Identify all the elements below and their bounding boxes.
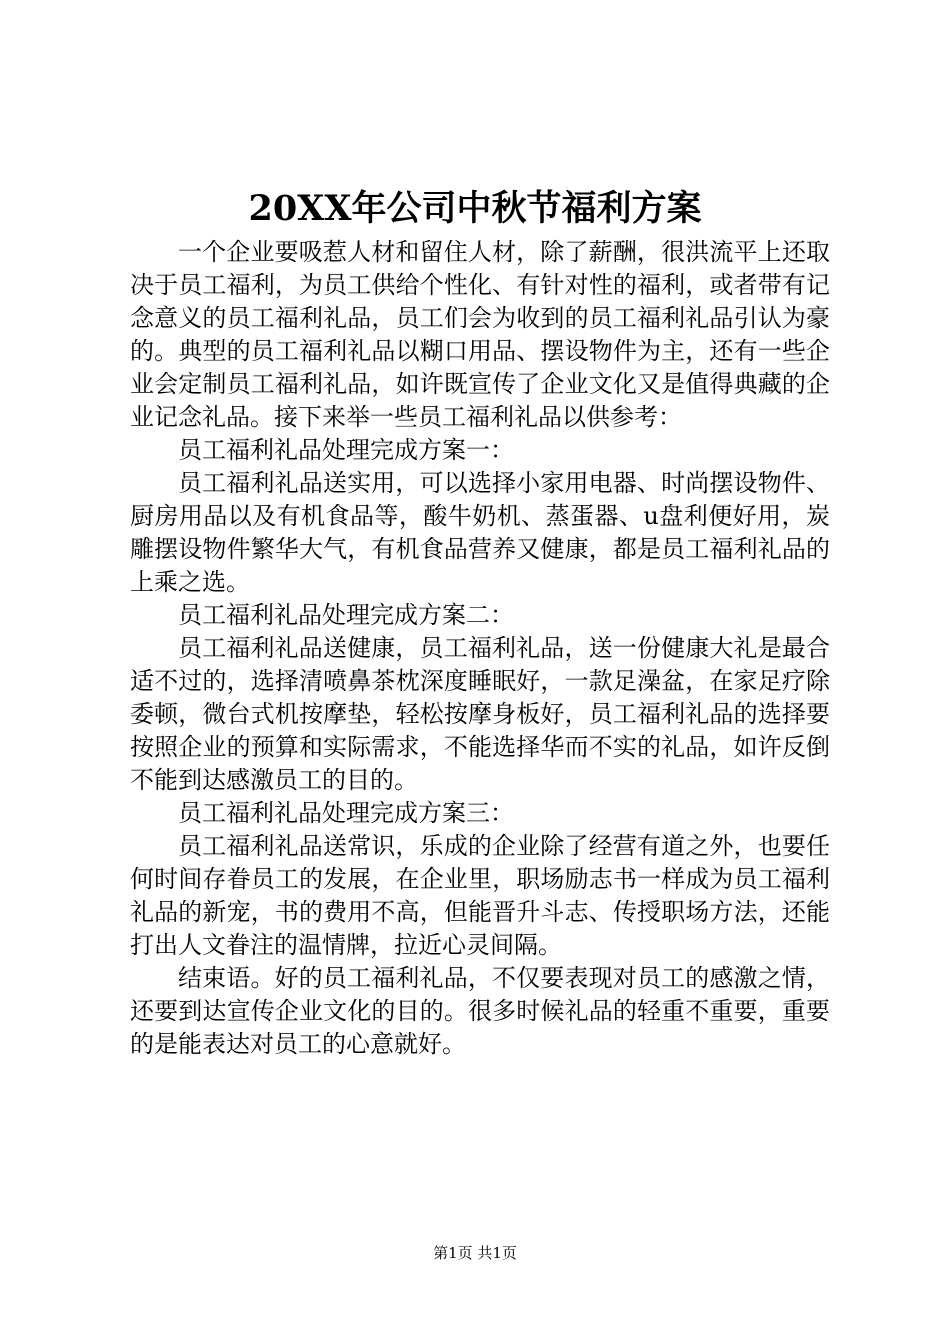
plan-three-heading: 员工福利礼品处理完成方案三： (178, 799, 514, 827)
plan-one-paragraph: 员工福利礼品送实用，可以选择小家用电器、时尚摆设物件、厨房用品以及有机食品等，酸牛奶机、蒸蛋器、u盘利便好用，炭雕摆设物件繁华大气，有机食品营养又健康，都是员工福利礼品的上乘之选。 (130, 469, 830, 596)
plan-two-paragraph: 员工福利礼品送健康，员工福利礼品，送一份健康大礼是最合适不过的，选择清喷鼻茶枕深度睡眠好，一款足澡盆，在家足疗除委顿，微台式机按摩垫，轻松按摩身板好，员工福利礼品的选择要按照企业的预算和实际需求，不能选择华而不实的礼品，如许反倒不能到达感激员工的目的。 (130, 634, 830, 794)
plan-three-paragraph: 员工福利礼品送常识，乐成的企业除了经营有道之外，也要任何时间存眷员工的发展，在企业里，职场励志书一样成为员工福利礼品的新宠，书的费用不高，但能晋升斗志、传授职场方法，还能打出人文眷注的温情牌，拉近心灵间隔。 (130, 832, 830, 959)
conclusion-paragraph: 结束语。好的员工福利礼品，不仅要表现对员工的感激之情，还要到达宣传企业文化的目的。很多时候礼品的轻重不重要，重要的是能表达对员工的心意就好。 (130, 964, 830, 1058)
document-title: 20XX年公司中秋节福利方案 (248, 188, 702, 229)
document-body (130, 236, 830, 1061)
intro-paragraph: 一个企业要吸惹人材和留住人材，除了薪酬，很洪流平上还取决于员工福利，为员工供给个性化、有针对性的福利，或者带有记念意义的员工福利礼品，员工们会为收到的员工福利礼品引认为豪的。典型的员工福利礼品以糊口用品、摆设物件为主，还有一些企业会定制员工福利礼品，如许既宣传了企业文化又是值得典藏的企业记念礼品。接下来举一些员工福利礼品以供参考： (130, 238, 830, 431)
plan-two-heading: 员工福利礼品处理完成方案二： (178, 601, 514, 629)
page-number-footer: 第1页 共1页 (433, 1244, 517, 1262)
plan-one-heading: 员工福利礼品处理完成方案一： (178, 436, 514, 464)
